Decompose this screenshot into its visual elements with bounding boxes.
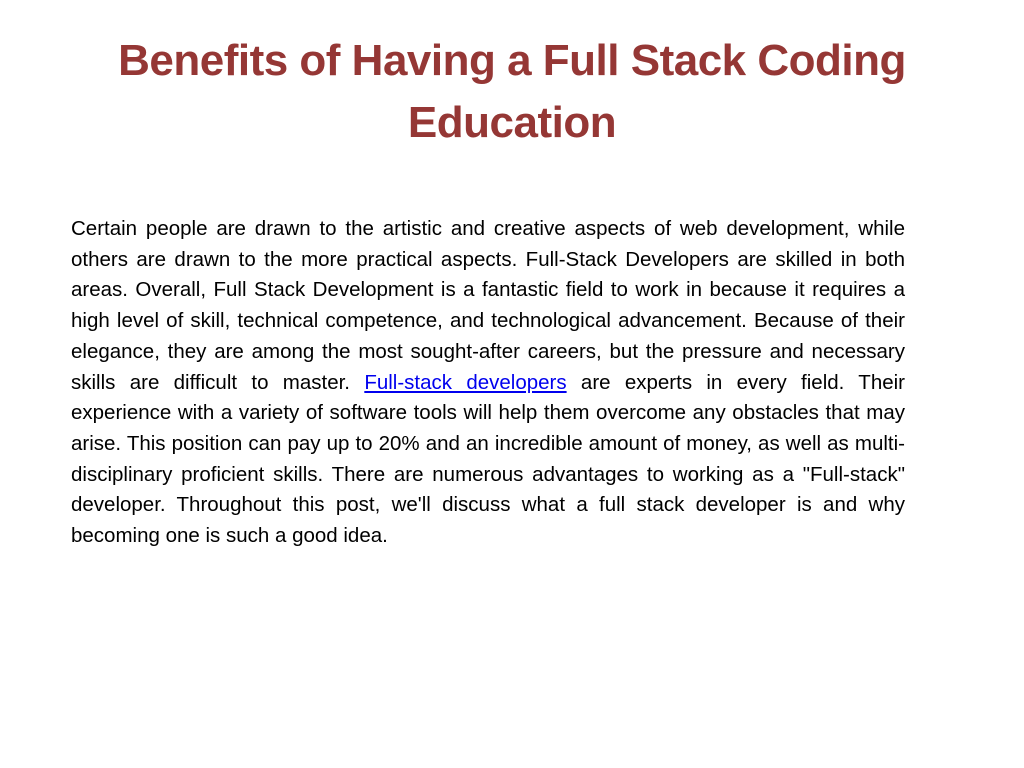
body-paragraph (71, 214, 905, 552)
paragraph-text-after-link: are experts in every field. Their experience with a variety of software tools will help them overcome any obstacles that may arise. This position can pay up to 20% and an incredible amount of money, as well as multi-disciplinary proficient skills. There are numerous advantages to working as a "Full-stack" developer. Throughout this post, we'll discuss what a full stack developer is and why becoming one is such a good idea. (71, 370, 905, 548)
full-stack-developers-link[interactable]: Full-stack developers (364, 370, 567, 394)
paragraph-text-before-link: Certain people are drawn to the artistic and creative aspects of web development, while others are drawn to the more practical aspects. Full-Stack Developers are skilled in both areas. Overall, Full Stack Development is a fantastic field to work in because it requires a high level of skill, technical competence, and technological advancement. Because of their elegance, they are among the most sought-after careers, but the pressure and necessary skills are difficult to master. (71, 217, 905, 394)
slide-title: Benefits of Having a Full Stack Coding Education (118, 36, 906, 147)
